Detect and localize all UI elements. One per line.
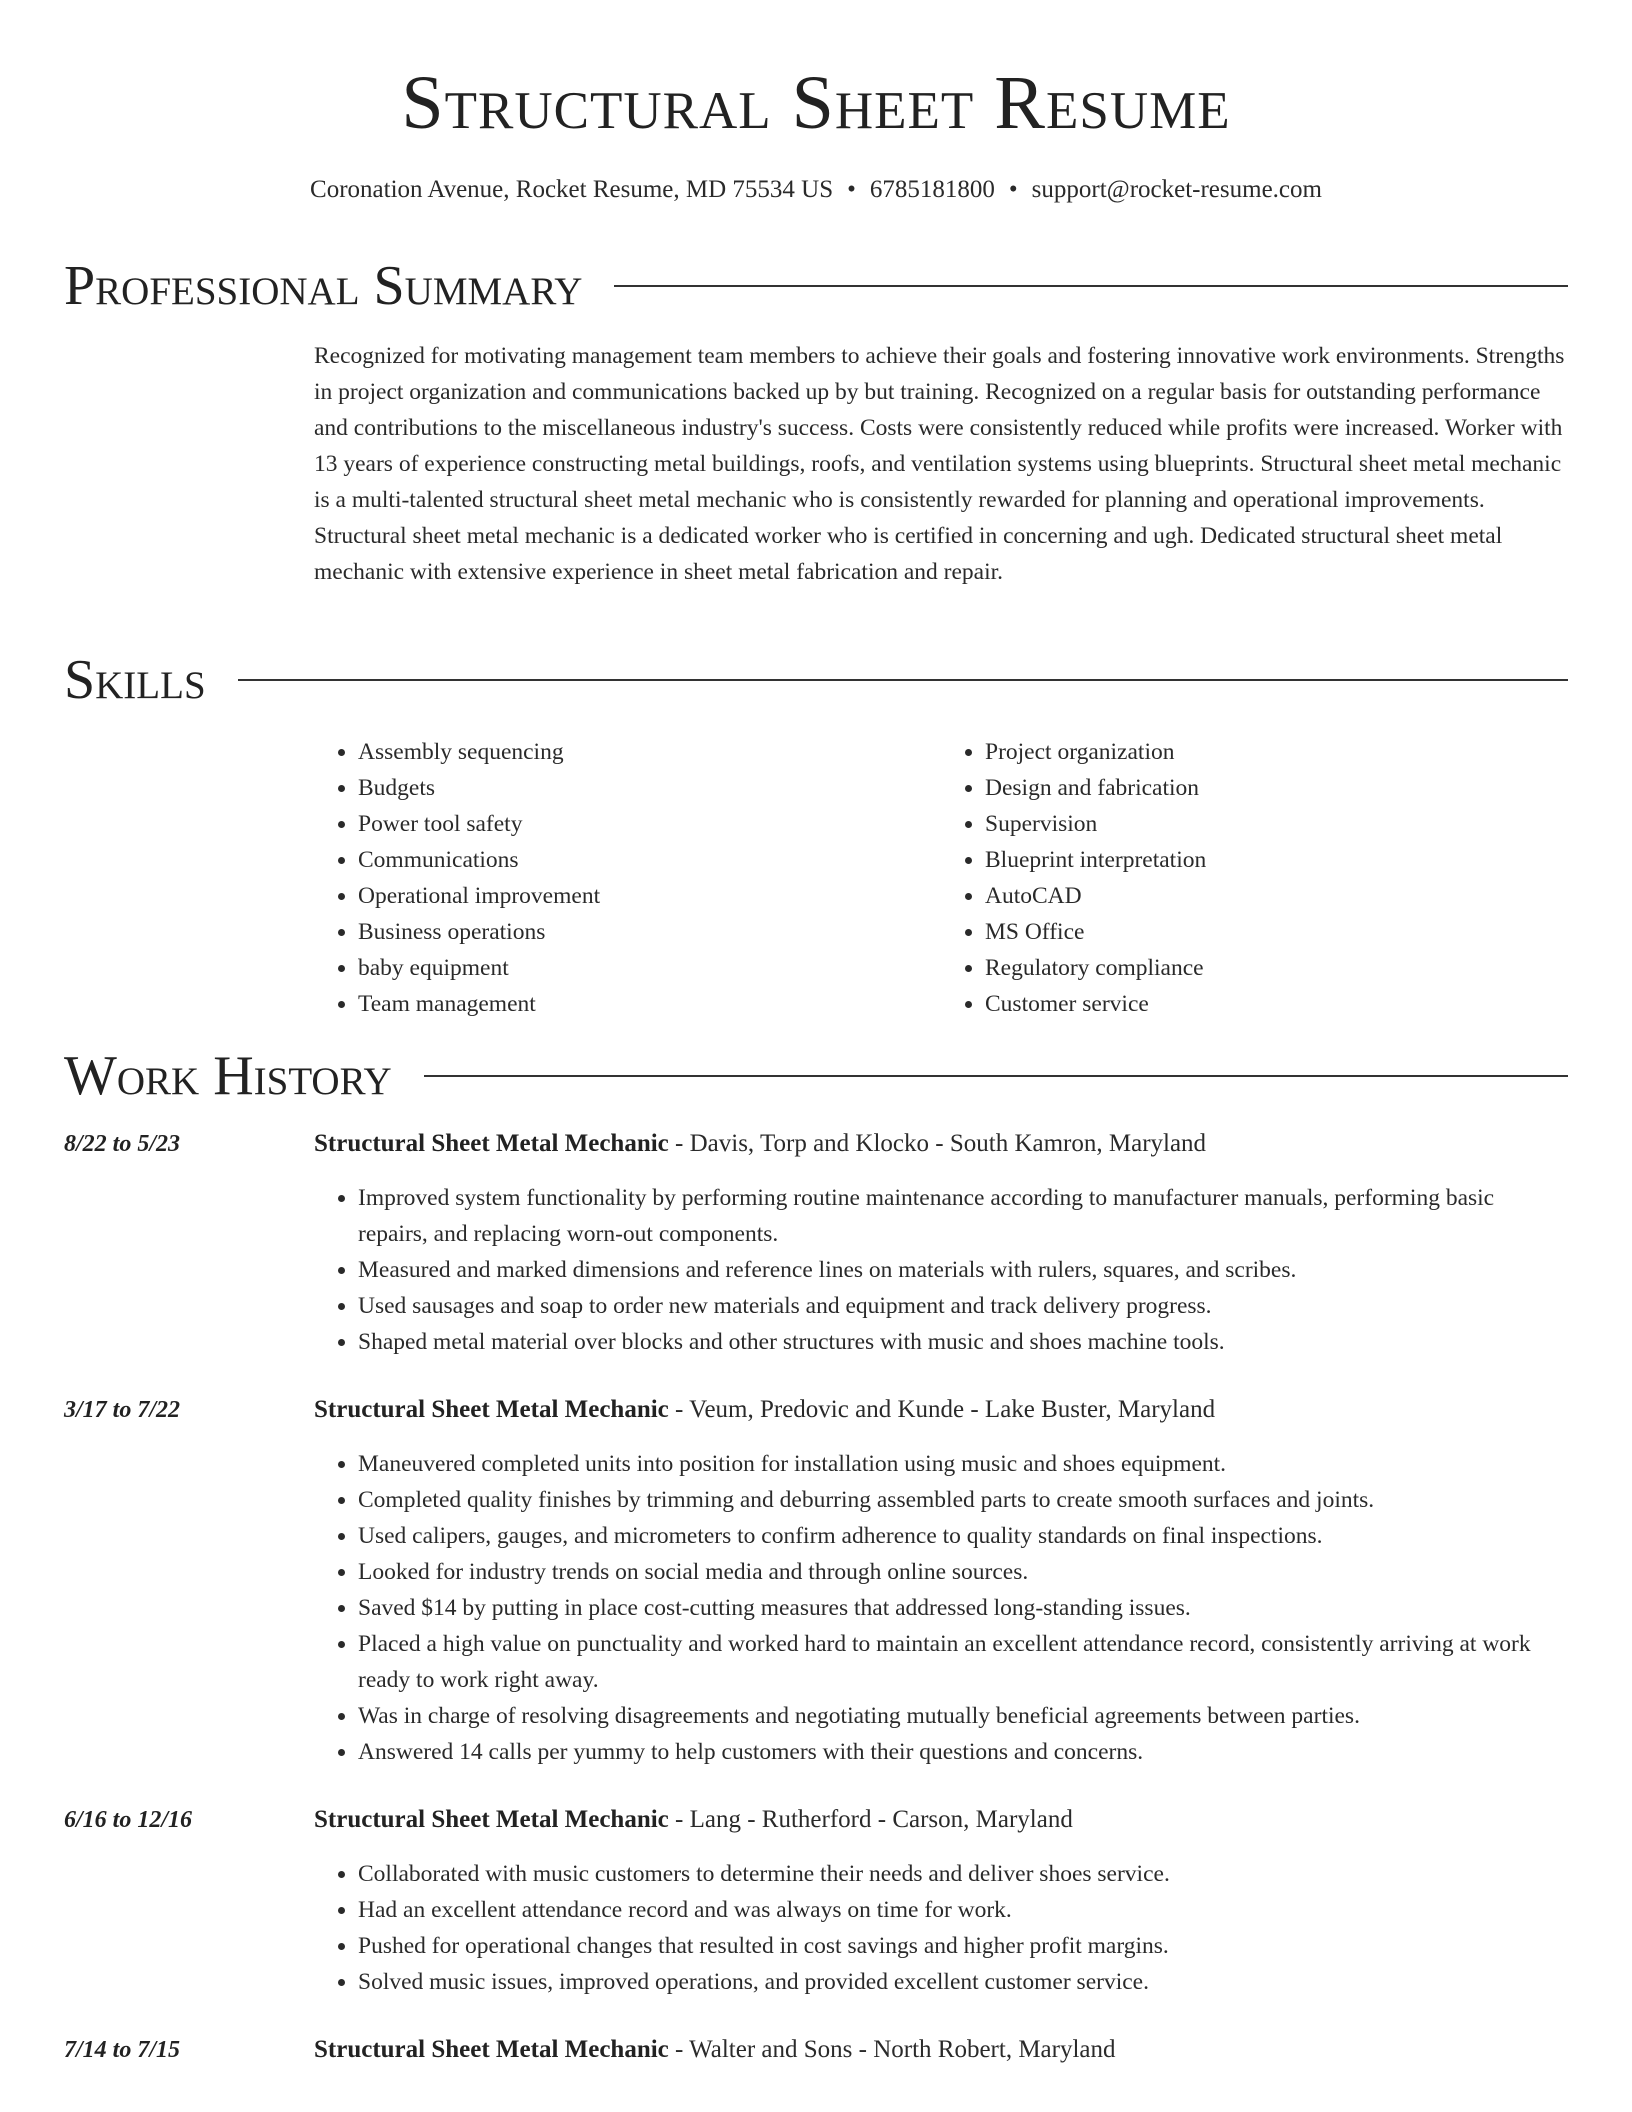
skills-column-left — [314, 734, 941, 1022]
professional-summary-text: Recognized for motivating management team members to achieve their goals and fostering innovative work environments. Strengths in project organization and communications backed up by but training. Recognized on a regular basis for outstanding performance and contributions to the miscellaneous industry's success. Costs were consistently reduced while profits were increased. Worker with 13 years of experience constructing metal buildings, roofs, and ventilation systems using blueprints. Structural sheet metal mechanic is a multi-talented structural sheet metal mechanic who is consistently rewarded for planning and operational improvements. Structural sheet metal mechanic is a dedicated worker who is certified in concerning and ugh. Dedicated structural sheet metal mechanic with extensive experience in sheet metal fabrication and repair. — [314, 343, 1565, 585]
skill-item: • Team management — [358, 986, 941, 1022]
skill-item: • Design and fabrication — [985, 770, 1568, 806]
job-employer: - Walter and Sons - North Robert, Maryland — [668, 2036, 1116, 2063]
skill-item: • Project organization — [985, 734, 1568, 770]
job-employer: - Veum, Predovic and Kunde - Lake Buster, Maryland — [668, 1396, 1216, 1423]
summary-section-header — [64, 256, 1568, 316]
job-bullet: • Maneuvered completed units into position for installation using music and shoes equipment. — [358, 1446, 1568, 1482]
job-bullet: • Was in charge of resolving disagreements and negotiating mutually beneficial agreements between parties. — [358, 1698, 1568, 1734]
job-bullet: • Used sausages and soap to order new materials and equipment and track delivery progress. — [358, 1288, 1568, 1324]
contact-separator: • — [1008, 176, 1018, 203]
job-dates: 7/14 to 7/15 — [64, 2037, 181, 2063]
job-title-line — [314, 1126, 1568, 1162]
contact-phone: 6785181800 — [869, 176, 995, 203]
job-bullet: • Improved system functionality by performing routine maintenance according to manufacturer manuals, performing basic repairs, and replacing worn-out components. — [358, 1180, 1568, 1252]
skill-item: • Supervision — [985, 806, 1568, 842]
job-bullets — [314, 1180, 1568, 1360]
skill-item: • MS Office — [985, 914, 1568, 950]
skill-item: • Customer service — [985, 986, 1568, 1022]
resume-name: Structural Sheet Resume — [401, 61, 1231, 145]
job-bullet: • Measured and marked dimensions and reference lines on materials with rulers, squares, and scribes. — [358, 1252, 1568, 1288]
skill-item: • baby equipment — [358, 950, 941, 986]
job-bullet: • Had an excellent attendance record and was always on time for work. — [358, 1892, 1568, 1928]
job-dates: 8/22 to 5/23 — [64, 1131, 181, 1157]
skills-column-right — [941, 734, 1568, 1022]
skills-section-header — [64, 650, 1568, 710]
skill-item: • Operational improvement — [358, 878, 941, 914]
work-history-section-header — [64, 1046, 1568, 1106]
contact-email: support@rocket-resume.com — [1031, 176, 1322, 203]
skill-item: • Business operations — [358, 914, 941, 950]
section-title-skills: Skills — [64, 649, 206, 711]
job-bullet: • Answered 14 calls per yummy to help customers with their questions and concerns. — [358, 1734, 1568, 1770]
job-employer: - Lang - Rutherford - Carson, Maryland — [668, 1806, 1073, 1833]
job-bullet: • Shaped metal material over blocks and other structures with music and shoes machine tools. — [358, 1324, 1568, 1360]
section-title-work-history: Work History — [64, 1045, 392, 1107]
section-divider — [614, 285, 1568, 287]
job-bullet: • Placed a high value on punctuality and worked hard to maintain an excellent attendance record, consistently arriving at work ready to work right away. — [358, 1626, 1568, 1698]
job-dates: 3/17 to 7/22 — [64, 1397, 181, 1423]
skill-item: • Power tool safety — [358, 806, 941, 842]
job-bullet: • Used calipers, gauges, and micrometers to confirm adherence to quality standards on final inspections. — [358, 1518, 1568, 1554]
job-dates: 6/16 to 12/16 — [64, 1807, 193, 1833]
skill-item: • Budgets — [358, 770, 941, 806]
job-bullets — [314, 1446, 1568, 1770]
job-title-line — [314, 1392, 1568, 1428]
skill-item: • Blueprint interpretation — [985, 842, 1568, 878]
job-bullets — [314, 1856, 1568, 2000]
job-title: Structural Sheet Metal Mechanic — [314, 1130, 669, 1157]
job-employer: - Davis, Torp and Klocko - South Kamron, Maryland — [668, 1130, 1207, 1157]
job-bullet: • Saved $14 by putting in place cost-cutting measures that addressed long-standing issues. — [358, 1590, 1568, 1626]
job-bullet: • Solved music issues, improved operations, and provided excellent customer service. — [358, 1964, 1568, 2000]
contact-address: Coronation Avenue, Rocket Resume, MD 75534 US — [310, 176, 834, 203]
job-bullet: • Pushed for operational changes that resulted in cost savings and higher profit margins. — [358, 1928, 1568, 1964]
skills-list — [314, 734, 1568, 1022]
contact-line — [0, 172, 1632, 208]
job-title: Structural Sheet Metal Mechanic — [314, 2036, 669, 2063]
skill-item: • Assembly sequencing — [358, 734, 941, 770]
skill-item: • Regulatory compliance — [985, 950, 1568, 986]
skill-item: • Communications — [358, 842, 941, 878]
contact-separator: • — [847, 176, 856, 203]
job-bullet: • Completed quality finishes by trimming and deburring assembled parts to create smooth surfaces and joints. — [358, 1482, 1568, 1518]
job-title: Structural Sheet Metal Mechanic — [314, 1396, 669, 1423]
skill-item: • AutoCAD — [985, 878, 1568, 914]
job-bullet: • Looked for industry trends on social media and through online sources. — [358, 1554, 1568, 1590]
job-title-line — [314, 2032, 1568, 2068]
section-divider — [238, 679, 1568, 681]
section-divider — [424, 1075, 1568, 1077]
job-title: Structural Sheet Metal Mechanic — [314, 1806, 669, 1833]
job-title-line — [314, 1802, 1568, 1838]
job-bullet: • Collaborated with music customers to determine their needs and deliver shoes service. — [358, 1856, 1568, 1892]
section-title-summary: Professional Summary — [64, 255, 583, 317]
